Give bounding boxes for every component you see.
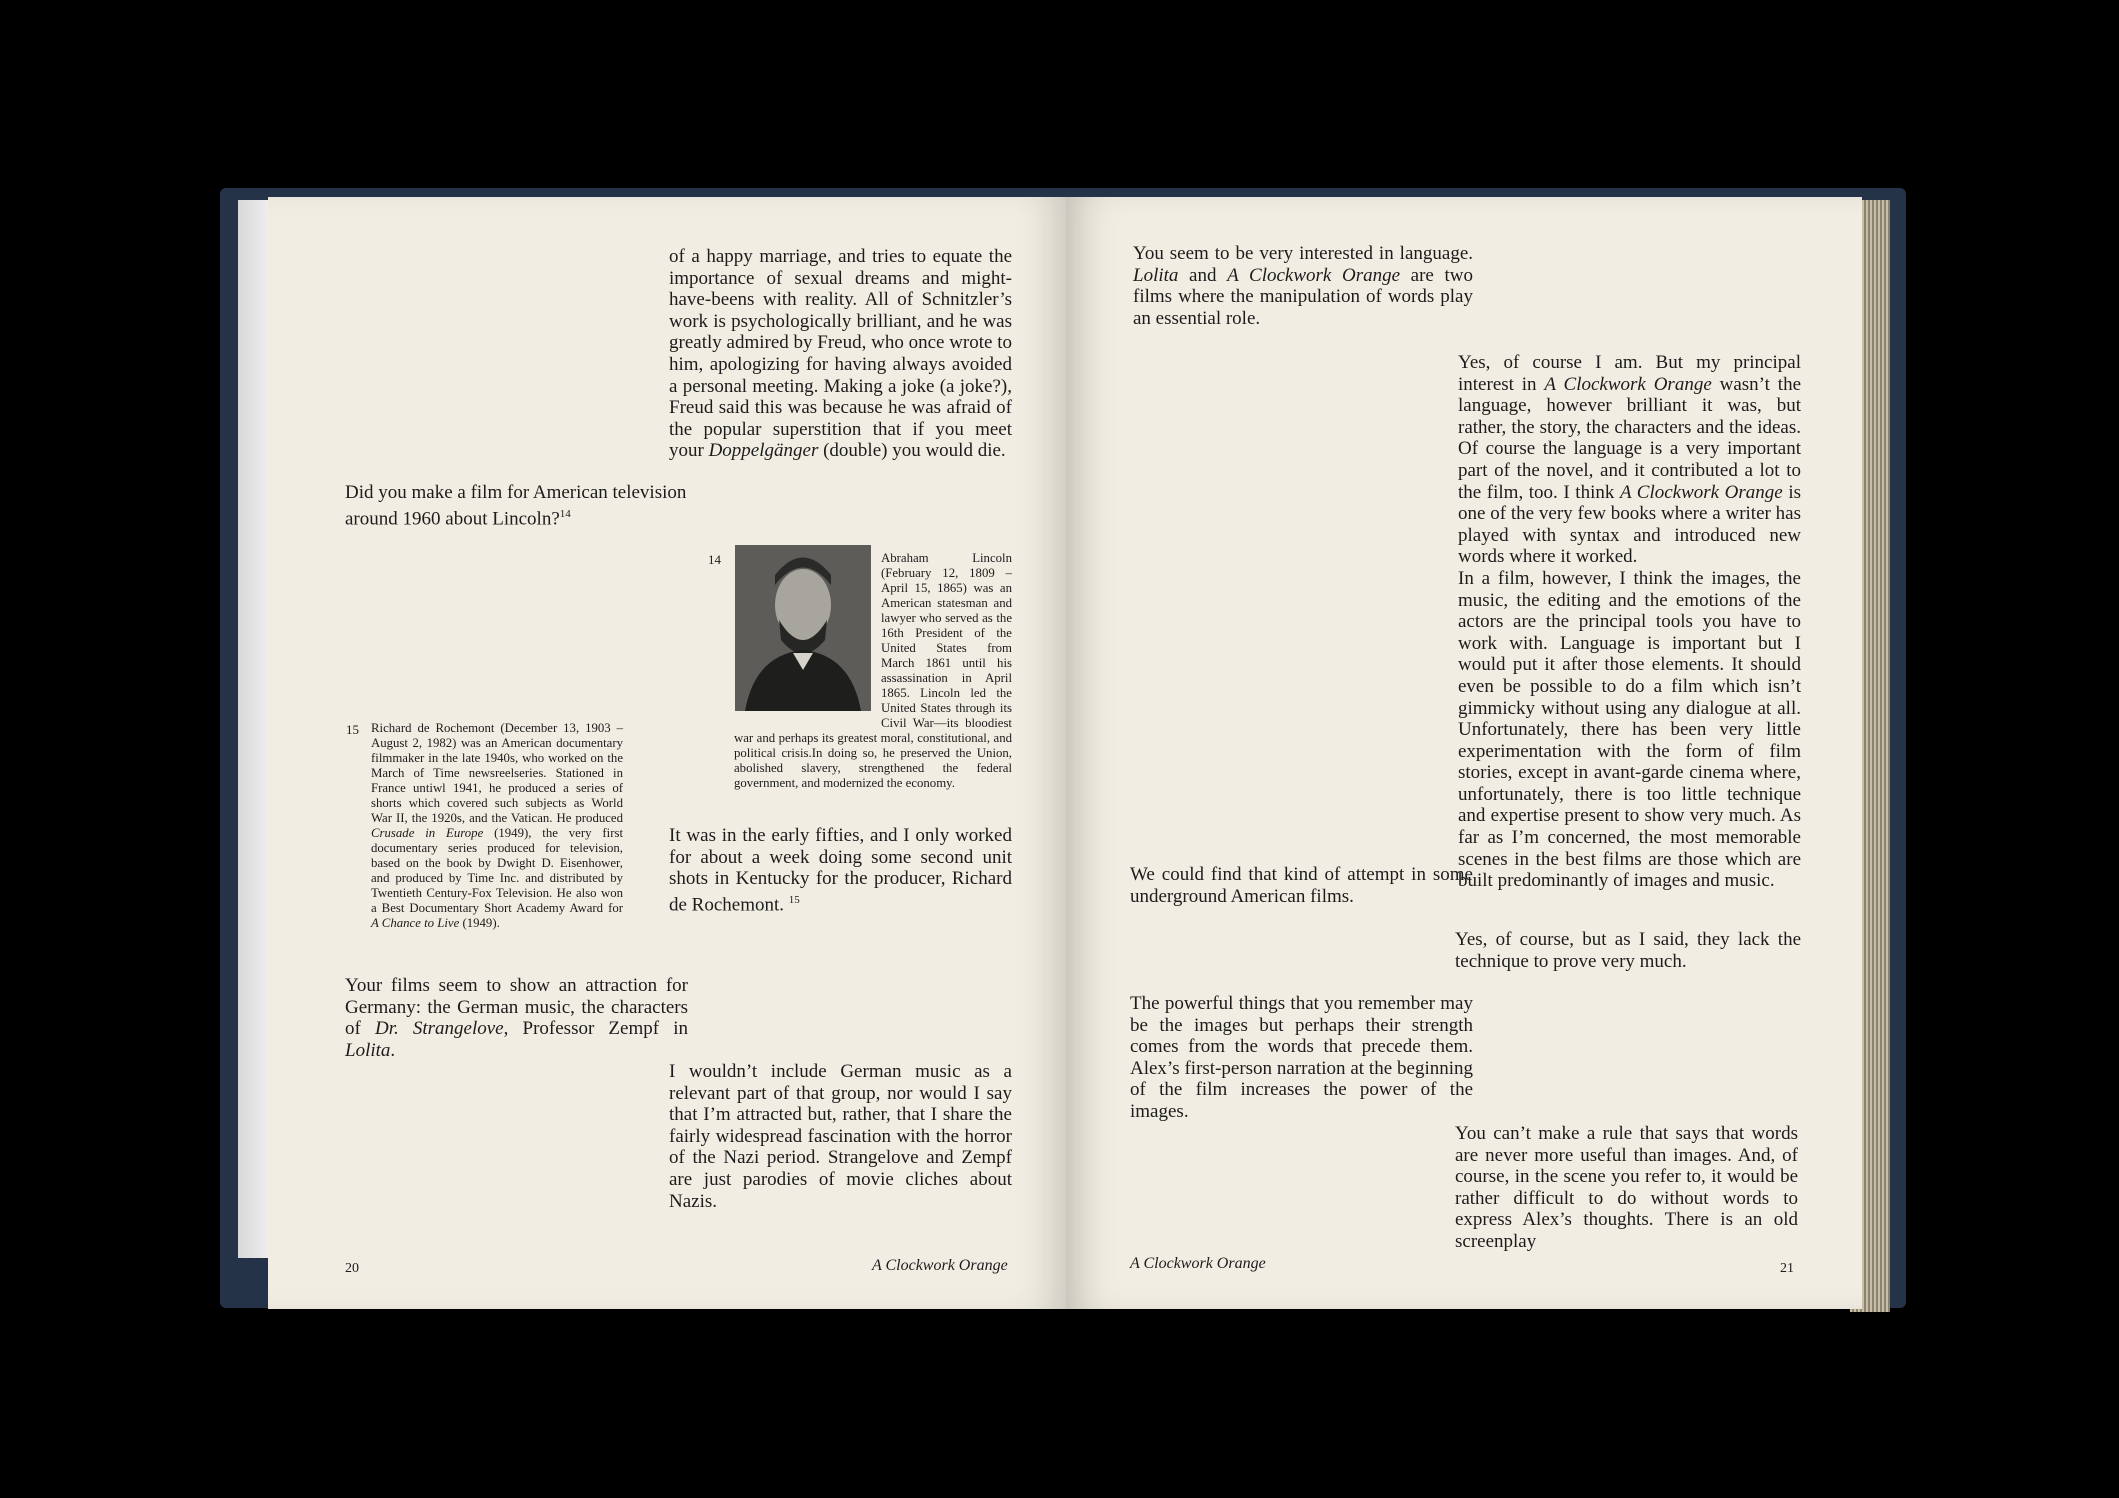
left-top-paragraph-italic: Doppelgänger: [708, 440, 819, 462]
footnote-ref-14: 14: [559, 507, 571, 520]
note-15: [371, 721, 623, 931]
left-question-germany-italic-1: Dr. Strangelove: [374, 1018, 504, 1040]
note-15-number: 15: [346, 722, 359, 737]
footnote-ref-15: 15: [788, 893, 800, 906]
right-question-language: [1133, 243, 1473, 329]
left-folio: 20: [345, 1261, 359, 1276]
left-question-germany-c: .: [390, 1039, 396, 1061]
note-14: [734, 551, 1012, 791]
right-question-narration-text: The powerful things that you remember may be the images but perhaps their strength comes from the words that precede them. Alex’s first-person narration at the beginning of the film increases the power of the images.: [1130, 993, 1473, 1122]
right-running-head: A Clockwork Orange: [1130, 1255, 1266, 1272]
left-top-paragraph-text: of a happy marriage, and tries to equate the importance of sexual dreams and might-have-beens with reality. All of Schnitzler’s work is psychologically brilliant, and he was greatly admired by Freud, who once wrote to him, apologizing for having always avoided a personal meeting. Making a joke (a joke?), Freud said this was because he was afraid of the popular superstition that if you meet your: [669, 246, 1012, 462]
right-answer-underground-text: Yes, of course, but as I said, they lack the technique to prove very much.: [1455, 929, 1801, 972]
right-answer-language-italic-1: A Clockwork Orange: [1544, 373, 1712, 395]
right-question-narration: [1130, 993, 1473, 1123]
left-question-lincoln: [345, 482, 690, 530]
note-15-italic-1: Crusade in Europe: [371, 826, 484, 840]
right-question-language-italic-1: Lolita: [1133, 264, 1179, 286]
note-14-text: Abraham Lincoln (February 12, 1809 – April 15, 1865) was an American statesman and lawyer who served as the 16th President of the United States from March 1861 until his assassination in April 1865. Lincoln led the United States through its Civil War—its bloodiest war and perhaps its greatest moral, constitutional, and political crisis.In doing so, he preserved the Union, abolished slavery, strengthened the federal government, and modernized the economy.: [734, 551, 1012, 790]
left-question-germany-italic-2: Lolita: [345, 1039, 391, 1061]
left-question-germany: [345, 975, 688, 1061]
right-answer-underground: [1455, 929, 1801, 972]
right-question-language-a: You seem to be very interested in language.: [1133, 243, 1473, 264]
note-14-number: 14: [708, 552, 721, 567]
left-question-lincoln-text: Did you make a film for American television around 1960 about Lincoln?: [345, 482, 687, 529]
right-answer-narration: [1455, 1123, 1798, 1253]
left-answer-germany-text: I wouldn’t include German music as a relevant part of that group, nor would I say that I’m attracted but, rather, that I share the fairly widespread fascination with the horror of the Nazi period. Strangelove and Zempf are just parodies of movie cliches about Nazis.: [669, 1061, 1012, 1212]
right-answer-language-b: wasn’t the language, however brilliant it was, but rather, the story, the characters and the ideas. Of course the language is a very important part of the novel, and it contributed a lot to the film, too. I think: [1458, 373, 1801, 503]
right-answer-language-c: is one of the very few books where a writer has played with syntax and introduced new words where it worked.: [1458, 481, 1801, 568]
left-question-germany-b: , Professor Zempf in: [503, 1018, 688, 1040]
left-answer-lincoln-text: It was in the early fifties, and I only worked for about a week doing some second unit shots in Kentucky for the producer, Richard de Rochemont.: [669, 825, 1012, 916]
right-question-underground-text: We could find that kind of attempt in some underground American films.: [1130, 864, 1473, 907]
left-top-paragraph-end: (double) you would die.: [818, 440, 1006, 462]
note-15-text-a: Richard de Rochemont (December 13, 1903 – August 2, 1982) was an American documentary filmmaker in the late 1940s, who worked on the March of Time newsreelseries. Stationed in France untiwl 1941, he produced a series of shorts which covered such subjects as World War II, the 1920s, and the Vatican. He produced: [371, 721, 623, 825]
right-answer-language: [1458, 352, 1801, 892]
note-15-italic-2: A Chance to Live: [371, 916, 460, 930]
right-answer-language-a: Yes, of course I am. But my principal interest in: [1458, 352, 1801, 395]
note-15-text-c: (1949).: [459, 916, 500, 930]
left-top-paragraph: [669, 246, 1012, 462]
left-question-germany-a: Your films seem to show an attraction for Germany: the German music, the characters of: [345, 975, 688, 1040]
right-answer-language-italic-2: A Clockwork Orange: [1619, 481, 1783, 503]
right-answer-narration-text: You can’t make a rule that says that words are never more useful than images. And, of course, in the scene you refer to, it would be rather difficult to do without words to express Alex’s thoughts. There is an old screenplay: [1455, 1123, 1798, 1252]
right-folio: 21: [1780, 1261, 1794, 1276]
left-answer-germany: [669, 1061, 1012, 1212]
right-answer-language-para-2: In a film, however, I think the images, the music, the editing and the emotions of the actors are the principal tools you have to work with. Language is important but I would put it after those elements. It should even be possible to do a film which isn’t gimmicky without using any dialogue at all. Unfortunately, there has been very little experimentation with the form of film stories, except in avant-garde cinema where, unfortunately, there is too little technique and expertise present to show very much. As far as I’m concerned, the most memorable scenes in the best films are those which are built predominantly of images and music.: [1458, 567, 1801, 892]
right-question-language-italic-2: A Clockwork Orange: [1227, 264, 1401, 286]
note-14-float-spacer: [734, 551, 881, 717]
right-question-language-c: are two films where the manipulation of words play an essential role.: [1133, 264, 1473, 329]
left-answer-lincoln: [669, 825, 1012, 916]
right-question-language-b: and: [1178, 264, 1228, 286]
left-running-head: A Clockwork Orange: [872, 1257, 1008, 1274]
right-question-underground: [1130, 864, 1473, 907]
note-15-text-b: (1949), the very first documentary series produced for television, based on the book by Dwight D. Eisenhower, and produced by Time Inc. and distributed by Twentieth Century-Fox Television. He also won a Best Documentary Short Academy Award for: [371, 826, 623, 915]
